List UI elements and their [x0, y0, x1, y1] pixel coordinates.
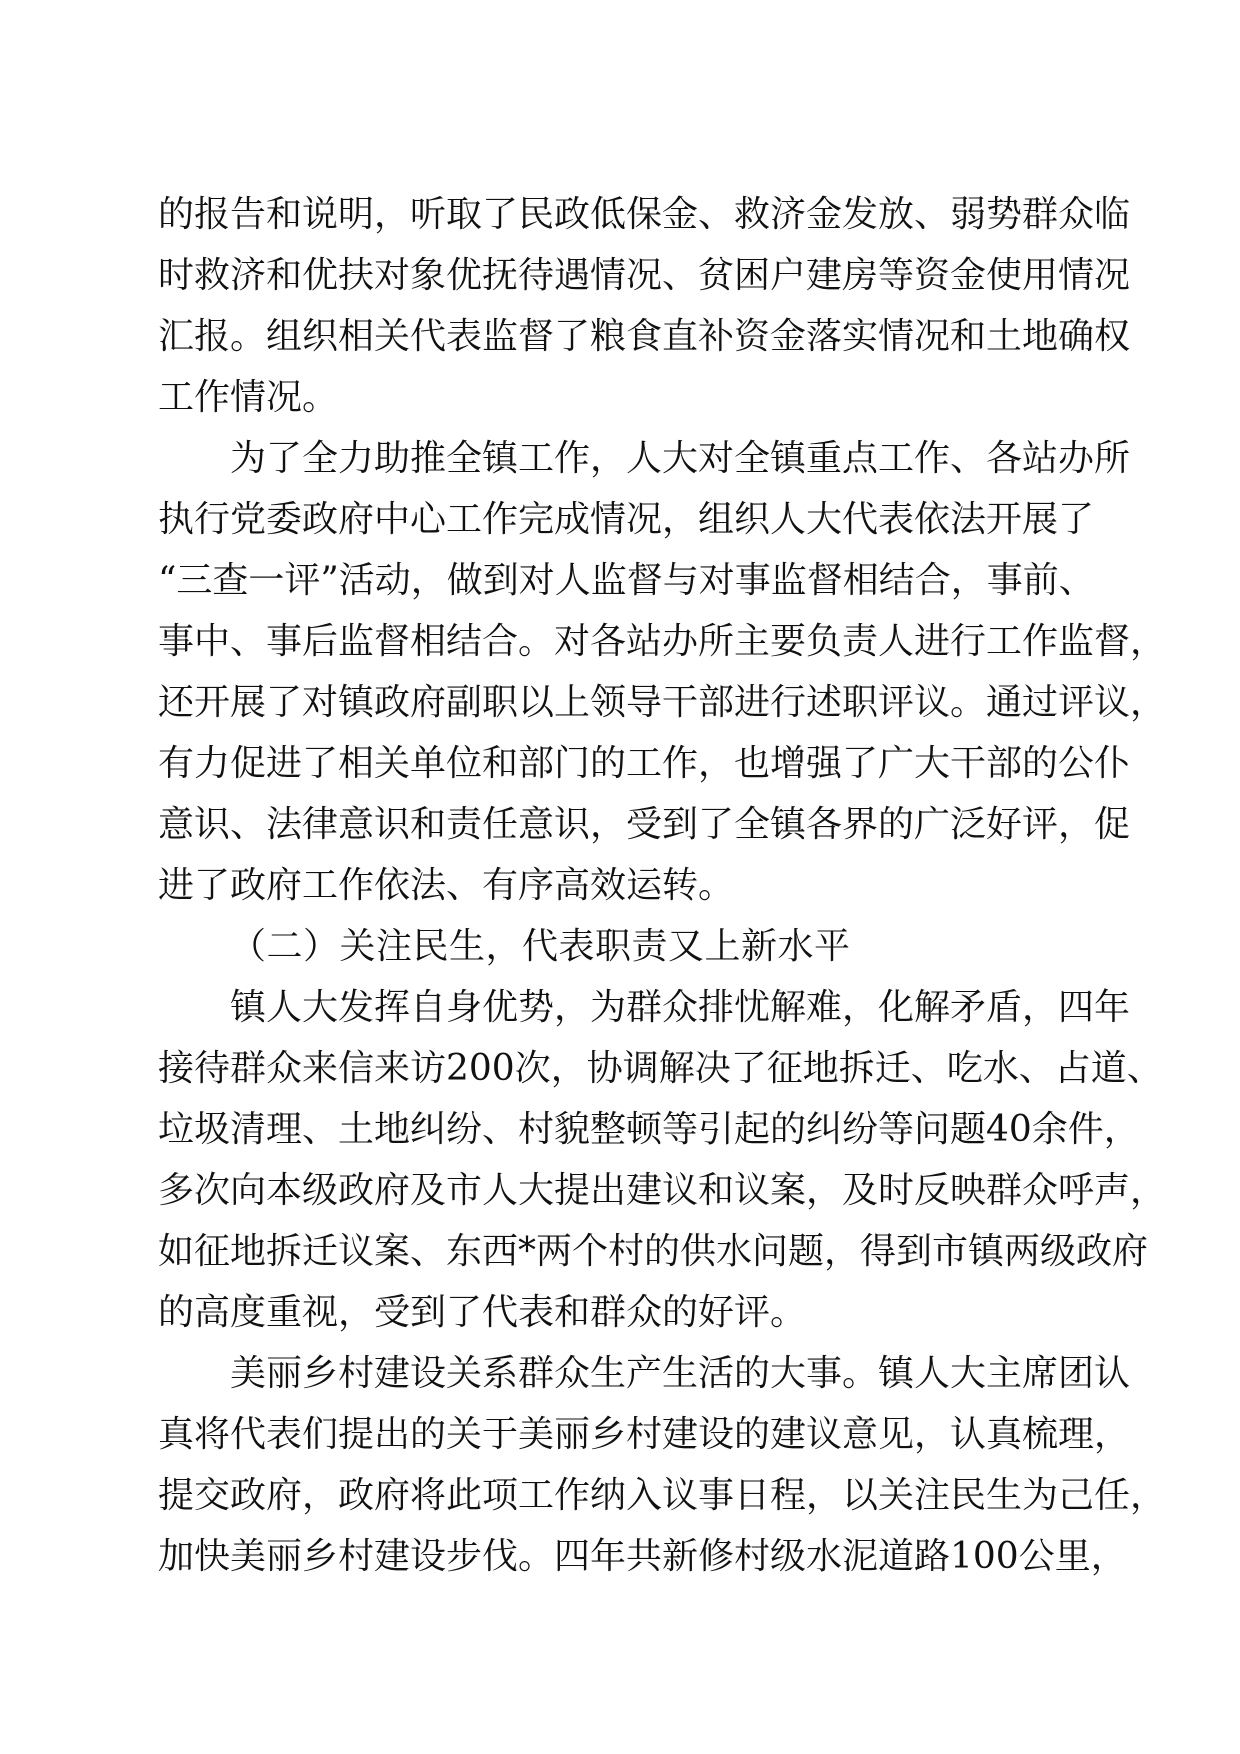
paragraph-line: 有力促进了相关单位和部门的工作，也增强了广大干部的公仆 [158, 743, 1131, 784]
paragraph-line: “三查一评”活动，做到对人监督与对事监督相结合，事前、 [158, 560, 1095, 601]
paragraph-line: 的高度重视，受到了代表和群众的好评。 [158, 1292, 807, 1333]
paragraph-line: 事中、事后监督相结合。对各站办所主要负责人进行工作监督， [158, 621, 1167, 662]
paragraph-line: 工作情况。 [158, 377, 339, 418]
paragraph-line: 进了政府工作依法、有序高效运转。 [158, 865, 735, 906]
paragraph-line: 为了全力助推全镇工作，人大对全镇重点工作、各站办所 [230, 438, 1131, 479]
paragraph-line: 提交政府，政府将此项工作纳入议事日程，以关注民生为己任， [158, 1475, 1167, 1516]
section-heading: （二）关注民生，代表职责又上新水平 [230, 926, 851, 967]
paragraph-line: 如征地拆迁议案、东西*两个村的供水问题，得到市镇两级政府 [158, 1231, 1149, 1272]
paragraph-line: 接待群众来信来访200次，协调解决了征地拆迁、吃水、占道、 [158, 1048, 1163, 1089]
paragraph-line: 多次向本级政府及市人大提出建议和议案，及时反映群众呼声， [158, 1170, 1167, 1211]
paragraph-line: 汇报。组织相关代表监督了粮食直补资金落实情况和土地确权 [158, 316, 1131, 357]
paragraph-line: 美丽乡村建设关系群众生产生活的大事。镇人大主席团认 [230, 1353, 1131, 1394]
paragraph-line: 垃圾清理、土地纠纷、村貌整顿等引起的纠纷等问题40余件， [158, 1109, 1140, 1150]
paragraph-line: 的报告和说明，听取了民政低保金、救济金发放、弱势群众临 [158, 194, 1131, 235]
paragraph-line: 镇人大发挥自身优势，为群众排忧解难，化解矛盾，四年 [230, 987, 1131, 1028]
paragraph-line: 执行党委政府中心工作完成情况，组织人大代表依法开展了 [158, 499, 1095, 540]
paragraph-line: 还开展了对镇政府副职以上领导干部进行述职评议。通过评议， [158, 682, 1167, 723]
paragraph-line: 真将代表们提出的关于美丽乡村建设的建议意见，认真梳理， [158, 1414, 1131, 1455]
paragraph-line: 加快美丽乡村建设步伐。四年共新修村级水泥道路100公里， [158, 1536, 1127, 1577]
paragraph-line: 时救济和优扶对象优抚待遇情况、贫困户建房等资金使用情况 [158, 255, 1131, 296]
body-text [158, 184, 1167, 1587]
paragraph-line: 意识、法律意识和责任意识，受到了全镇各界的广泛好评，促 [158, 804, 1131, 845]
